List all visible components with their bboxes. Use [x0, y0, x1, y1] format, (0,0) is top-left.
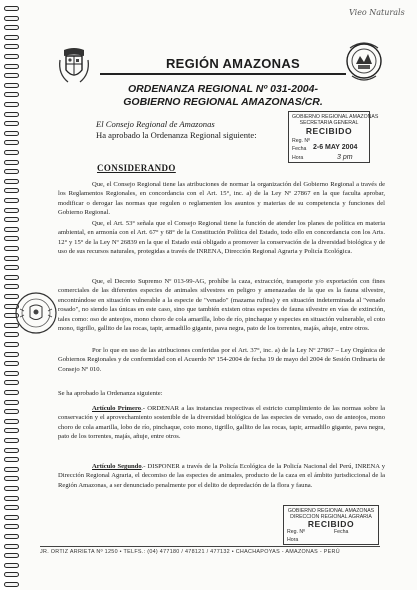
received-stamp: [288, 111, 379, 163]
binding-ring: [4, 121, 19, 126]
binding-ring: [4, 448, 19, 453]
stamp-bottom-reg-label: Reg. Nº: [287, 529, 306, 535]
binding-ring: [4, 54, 19, 59]
article-second: [58, 462, 385, 490]
binding-ring: [4, 227, 19, 232]
binding-ring: [4, 236, 19, 241]
binding-ring: [4, 150, 19, 155]
binding-ring: [4, 438, 19, 443]
paragraph-3-text: Que, el Decreto Supremo Nº 013-99-AG, prohíbe la caza, extracción, transporte y/o exportación con fines comerciales de las diferentes especies de animales silvestres en peligro y amenazadas de la que es la fauna silvestre, encontrándose en situación vulnerable a la especie de "venado" (mazama rufina) y en situación indeterminada al "venado rosado", no siendo las únicas en este caso, sino que también existen otras especies de fauna silvestre en vías de extinción, tales como: oso de anteojos, mono choro de cola amarilla, lobo de río, pinchaque y especies en situación vulnerable, el coto mono, tigrillo, gallito de las rocas, tapir, armadillo gigante, pava negra, pato de los torrentes, majás, añuje, entre otros.: [58, 278, 385, 333]
binding-ring: [4, 361, 19, 366]
binding-ring: [4, 246, 19, 251]
footer-rule: [40, 546, 380, 547]
binding-ring: [4, 524, 19, 529]
article-first-text: .- ORDENAR a las instancias respectivas el estricto cumplimiento de las normas sobre la conservación y el aprovechamiento sostenible de la diversidad biológica de las especies de venado, oso de anteojos, mono choro de cola amarilla, lobo de río, pinchaque, coto mono, tigrillo, gallito de las rocas, tapir, armadillo gigante, pava negra, pato de los torrentes, majás, añuje, entre otros.: [58, 405, 386, 441]
binding-ring: [4, 496, 19, 501]
binding-ring: [4, 35, 19, 40]
binding-ring: [4, 476, 19, 481]
binding-ring: [4, 169, 19, 174]
stamp-bottom-date-label: Fecha: [334, 529, 349, 535]
binding-ring: [4, 371, 19, 376]
binding-ring: [4, 467, 19, 472]
ordinance-issuer: GOBIERNO REGIONAL AMAZONAS/CR.: [123, 96, 323, 108]
binding-ring: [4, 44, 19, 49]
binding-ring: [4, 486, 19, 491]
binding-ring: [4, 112, 19, 117]
stamp-bottom-hour-label: Hora: [287, 537, 299, 543]
binding-ring: [4, 284, 19, 289]
approval-line: Ha aprobado la Ordenanza Regional siguiente:: [96, 130, 257, 140]
title-rule: [100, 73, 346, 75]
stamp-date-label: Fecha: [292, 146, 307, 152]
article-first: [58, 404, 385, 442]
binding-ring: [4, 188, 19, 193]
regional-emblem-icon: [344, 40, 384, 82]
stamp-hour: 3 pm: [337, 154, 353, 161]
agrarian-received-stamp: [283, 505, 379, 545]
binding-ring: [4, 515, 19, 520]
region-title: REGIÓN AMAZONAS: [165, 56, 301, 71]
paragraph-2: [58, 219, 385, 257]
binding-ring: [4, 342, 19, 347]
binding-ring: [4, 131, 19, 136]
considerando-heading: CONSIDERANDO: [97, 163, 176, 173]
stamp-bottom-line-2: DIRECCION REGIONAL AGRARIA: [290, 514, 372, 520]
binding-ring: [4, 16, 19, 21]
binding-ring: [4, 352, 19, 357]
binding-ring: [4, 64, 19, 69]
stamp-date: 2-6 MAY 2004: [313, 144, 358, 151]
handwritten-note: Vieo Naturals: [349, 8, 405, 17]
article-second-heading: Artículo Segundo: [92, 463, 142, 470]
binding-ring: [4, 380, 19, 385]
paragraph-4-text: Por lo que en uso de las atribuciones conferidas por el Art. 37°, inc. a) de la Ley Nº 27867 – Ley Orgánica de Gobiernos Regionales y de conformidad con el Acuerdo Nº 154-2004 de fecha 19 de mayo del 2004 de Sesión Ordinaria de Consejo Nº 010.: [58, 347, 385, 373]
paragraph-4: [58, 346, 385, 374]
binding-ring: [4, 208, 19, 213]
binding-ring: [4, 505, 19, 510]
binding-ring: [4, 390, 19, 395]
stamp-bottom-line-1: GOBIERNO REGIONAL AMAZONAS: [287, 508, 375, 514]
binding-ring: [4, 92, 19, 97]
stamp-bottom-received-word: RECIBIDO: [307, 519, 355, 529]
stamp-hour-label: Hora: [292, 155, 304, 161]
binding-ring: [4, 553, 19, 558]
paragraph-1: [58, 180, 385, 218]
article-second-text: .- DISPONER a través de la Policía Ecológica de la Policía Nacional del Perú, INRENA y Dirección Regional Agraria, el decomiso de las especies de animales, producto de la caza en el ámbito jurisdiccional de la Región Amazonas, a ser denunciado penalmente por el delito de depredación de la flora y fauna.: [58, 463, 385, 489]
footer-address: JR. ORTIZ ARRIETA Nº 1250 • TELFS.: (04) 477180 / 478121 / 477132 • CHACHAPOYAS - AMAZONAS - PERÚ: [40, 549, 340, 555]
binding-ring: [4, 544, 19, 549]
binding-ring: [4, 572, 19, 577]
ordinance-number: ORDENANZA REGIONAL Nº 031-2004-: [128, 83, 318, 95]
article-first-heading: Artículo Primero: [92, 405, 142, 412]
official-round-seal-icon: [14, 291, 58, 335]
binding-ring: [4, 102, 19, 107]
paragraph-3: [58, 277, 385, 333]
paragraph-1-text: Que, el Consejo Regional tiene las atribuciones de normar la organización del Gobierno Regional a través de los Reglamentos Regionales, en concordancia con el Art. 15°, inc. a) de la Ley Nº 27867 en la que faculta aprobar, modificar o derogar las normas que regulen o reglamenten los asuntos y materias de su competencia y funciones del Gobierno Regional.: [58, 181, 385, 217]
stamp-line-2: SECRETARIA GENERAL: [299, 120, 359, 126]
stamp-received-word: RECIBIDO: [305, 126, 353, 136]
binding-ring: [4, 25, 19, 30]
binding-ring: [4, 6, 19, 11]
stamp-reg-label: Reg. Nº: [292, 138, 311, 144]
binding-ring: [4, 256, 19, 261]
binding-ring: [4, 265, 19, 270]
binding-ring: [4, 179, 19, 184]
binding-ring: [4, 83, 19, 88]
binding-ring: [4, 582, 19, 587]
paragraph-5: [58, 389, 385, 398]
binding-ring: [4, 198, 19, 203]
binding-ring: [4, 563, 19, 568]
council-name: El Consejo Regional de Amazonas: [96, 119, 215, 129]
binding-ring: [4, 140, 19, 145]
binding-ring: [4, 534, 19, 539]
binding-ring: [4, 428, 19, 433]
binding-ring: [4, 160, 19, 165]
binding-ring: [4, 73, 19, 78]
paragraph-5-text: Se ha aprobado la Ordenanza siguiente:: [58, 390, 163, 397]
binding-ring: [4, 400, 19, 405]
peru-coat-of-arms-icon: [58, 46, 90, 86]
binding-ring: [4, 457, 19, 462]
stamp-line-1: GOBIERNO REGIONAL AMAZONAS: [292, 114, 379, 120]
binding-ring: [4, 217, 19, 222]
binding-ring: [4, 275, 19, 280]
binding-ring: [4, 409, 19, 414]
binding-ring: [4, 419, 19, 424]
paragraph-2-text: Que, el Art. 53° señala que el Consejo Regional tiene la función de atender los planes de política en materia ambiental, en armonía con el Art. 67° y 68° de la Constitución Política del Estado, todo ello en concordancia con los Arts. 12° y 15° de la Ley Nº 26839 en la que el Estado está obligado a promover la conservación de la diversidad biológica y de uso de sus recursos naturales, protegidas a través de INRENA, Dirección Regional Agraria y Policía Ecológica.: [58, 220, 385, 256]
